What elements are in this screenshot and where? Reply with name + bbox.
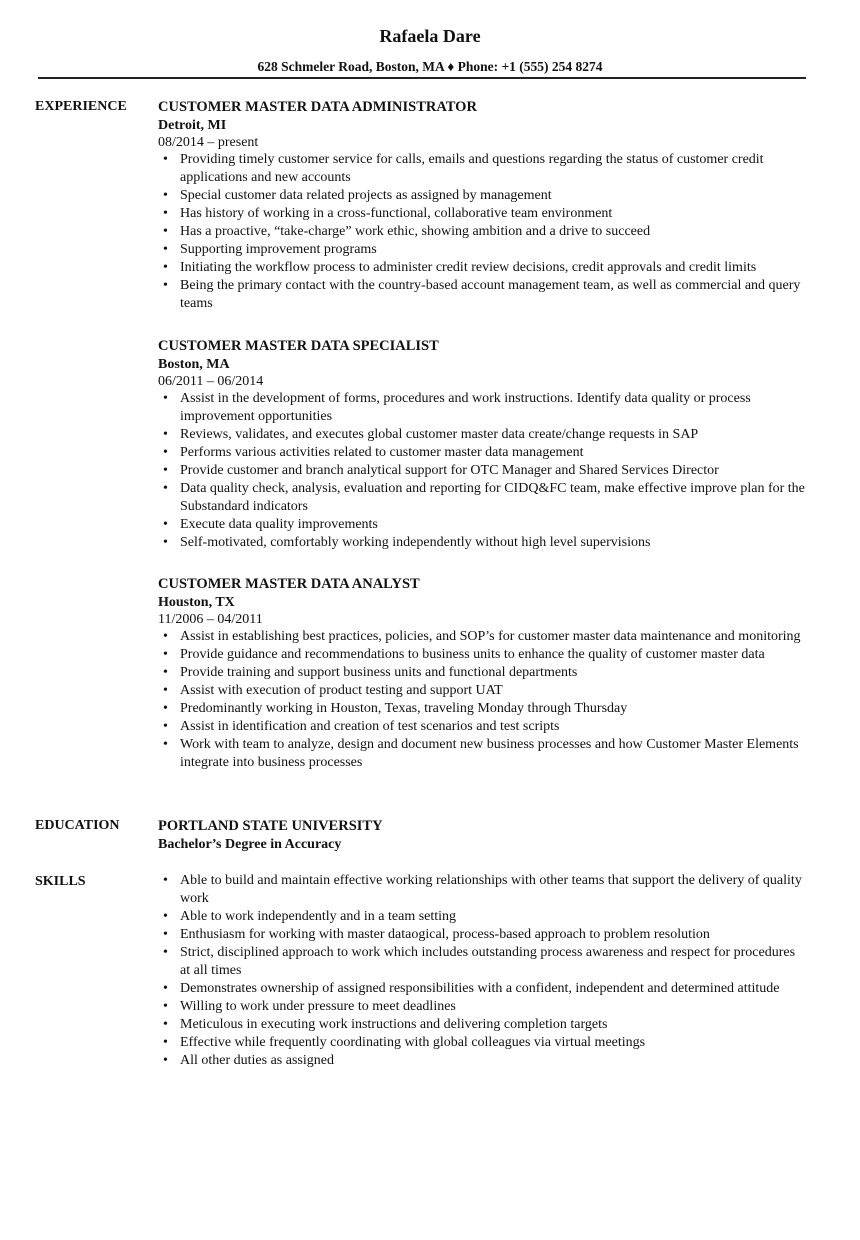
job-duties bbox=[158, 390, 808, 552]
list-item: • Effective while frequently coordinating with global colleagues via virtual meetings bbox=[158, 1034, 808, 1052]
job-duties bbox=[158, 151, 808, 313]
job-entry bbox=[158, 336, 808, 552]
list-item: • Provide customer and branch analytical support for OTC Manager and Shared Services Director bbox=[158, 462, 808, 480]
list-item: • Reviews, validates, and executes global customer master data create/change requests in SAP bbox=[158, 426, 808, 444]
job-dates: 11/2006 – 04/2011 bbox=[158, 612, 263, 627]
skills-heading: SKILLS bbox=[35, 874, 86, 889]
job-entry bbox=[158, 97, 808, 313]
experience-heading: EXPERIENCE bbox=[35, 99, 127, 114]
list-item: • Execute data quality improvements bbox=[158, 516, 808, 534]
education-entry bbox=[158, 816, 808, 854]
skills-entry bbox=[158, 872, 808, 1070]
list-item: • Supporting improvement programs bbox=[158, 241, 808, 259]
list-item: • Enthusiasm for working with master dataogical, process-based approach to problem resolution bbox=[158, 926, 808, 944]
list-item: • Able to build and maintain effective working relationships with other teams that support the delivery of quality work bbox=[158, 872, 808, 908]
job-entry bbox=[158, 574, 808, 772]
list-item: • Initiating the workflow process to administer credit review decisions, credit approvals and credit limits bbox=[158, 259, 808, 277]
contact-line: 628 Schmeler Road, Boston, MA ♦ Phone: +1 (555) 254 8274 bbox=[257, 59, 603, 74]
skills-list bbox=[158, 872, 808, 1070]
list-item: • Provide training and support business units and functional departments bbox=[158, 664, 808, 682]
list-item: • Provide guidance and recommendations to business units to enhance the quality of customer master data bbox=[158, 646, 808, 664]
list-item: • Has history of working in a cross-functional, collaborative team environment bbox=[158, 205, 808, 223]
job-dates: 08/2014 – present bbox=[158, 135, 259, 150]
list-item: • Work with team to analyze, design and document new business processes and how Customer Master Elements integrate into business processes bbox=[158, 736, 808, 772]
list-item: • Self-motivated, comfortably working independently without high level supervisions bbox=[158, 534, 808, 552]
job-title: CUSTOMER MASTER DATA ADMINISTRATOR bbox=[158, 99, 477, 115]
list-item: • Providing timely customer service for calls, emails and questions regarding the status of customer credit applications and new accounts bbox=[158, 151, 808, 187]
candidate-name: Rafaela Dare bbox=[379, 26, 481, 46]
job-location: Detroit, MI bbox=[158, 118, 227, 133]
list-item: • Special customer data related projects as assigned by management bbox=[158, 187, 808, 205]
list-item: • Has a proactive, “take-charge” work ethic, showing ambition and a drive to succeed bbox=[158, 223, 808, 241]
job-title: CUSTOMER MASTER DATA SPECIALIST bbox=[158, 338, 439, 354]
job-dates: 06/2011 – 06/2014 bbox=[158, 374, 264, 389]
degree: Bachelor’s Degree in Accuracy bbox=[158, 837, 342, 852]
list-item: • Assist in identification and creation of test scenarios and test scripts bbox=[158, 718, 808, 736]
list-item: • Strict, disciplined approach to work which includes outstanding process awareness and respect for procedures at all times bbox=[158, 944, 808, 980]
list-item: • Data quality check, analysis, evaluation and reporting for CIDQ&FC team, make effective improve plan for the Substandard indicators bbox=[158, 480, 808, 516]
header-divider bbox=[38, 77, 806, 79]
job-title: CUSTOMER MASTER DATA ANALYST bbox=[158, 576, 420, 592]
list-item: • Being the primary contact with the country-based account management team, as well as commercial and query teams bbox=[158, 277, 808, 313]
list-item: • Demonstrates ownership of assigned responsibilities with a confident, independent and determined attitude bbox=[158, 980, 808, 998]
list-item: • Predominantly working in Houston, Texas, traveling Monday through Thursday bbox=[158, 700, 808, 718]
list-item: • Meticulous in executing work instructions and delivering completion targets bbox=[158, 1016, 808, 1034]
list-item: • Willing to work under pressure to meet deadlines bbox=[158, 998, 808, 1016]
list-item: • Assist in the development of forms, procedures and work instructions. Identify data quality or process improvement opportunities bbox=[158, 390, 808, 426]
list-item: • Assist with execution of product testing and support UAT bbox=[158, 682, 808, 700]
job-duties bbox=[158, 628, 808, 772]
list-item: • Able to work independently and in a team setting bbox=[158, 908, 808, 926]
education-heading: EDUCATION bbox=[35, 818, 120, 833]
list-item: • Assist in establishing best practices, policies, and SOP’s for customer master data maintenance and monitoring bbox=[158, 628, 808, 646]
school-name: PORTLAND STATE UNIVERSITY bbox=[158, 818, 383, 834]
job-location: Houston, TX bbox=[158, 595, 235, 610]
list-item: • All other duties as assigned bbox=[158, 1052, 808, 1070]
job-location: Boston, MA bbox=[158, 357, 230, 372]
list-item: • Performs various activities related to customer master data management bbox=[158, 444, 808, 462]
